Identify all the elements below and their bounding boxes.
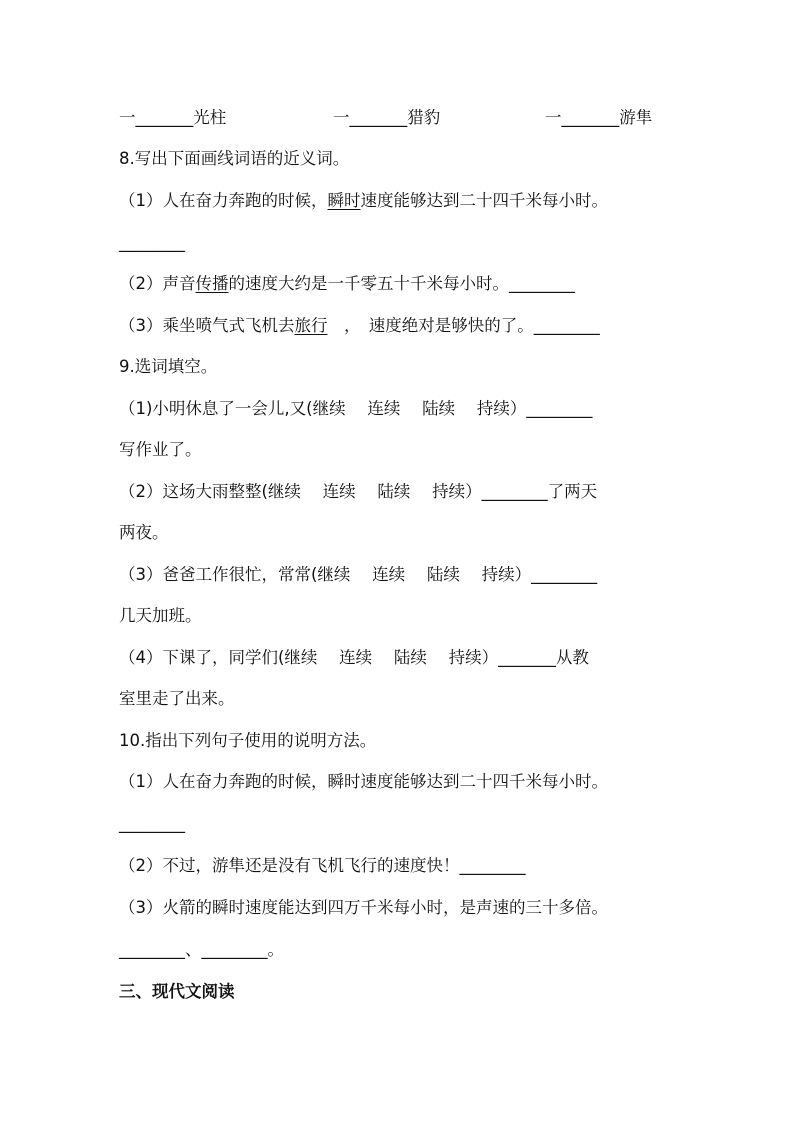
q8-3-post: ， 速度绝对是够快的了。________	[327, 316, 600, 335]
blank-guangzhu: 一_______光柱	[119, 108, 227, 127]
question-9-item-4b: 室里走了出来。	[119, 689, 235, 708]
question-8-item-1	[119, 190, 608, 212]
question-8-title: 8.写出下面画线词语的近义词。	[119, 149, 350, 168]
q8-2-post: 的速度大约是一千零五十千米每小时。________	[228, 274, 575, 293]
question-9-item-4a: （4）下课了，同学们(继续 连续 陆续 持续）_______从教	[119, 648, 589, 667]
q8-1-underlined: 瞬时	[327, 191, 361, 210]
question-10-item-2: （2）不过，游隼还是没有飞机飞行的速度快！________	[119, 856, 526, 875]
question-9-item-2a: （2）这场大雨整整(继续 连续 陆续 持续）________了两天	[119, 482, 598, 501]
q8-2-underlined: 传播	[195, 274, 229, 293]
blank-yousun: 一_______游隼	[545, 108, 653, 127]
question-9-item-1a: （1)小明休息了一会儿,又(继续 连续 陆续 持续）________	[119, 399, 593, 418]
question-10-item-3-blank: ________、________。	[119, 940, 284, 959]
q8-3-underlined: 旅行	[294, 316, 328, 335]
question-10-item-1: （1）人在奋力奔跑的时候，瞬时速度能够达到二十四千米每小时。	[119, 772, 608, 791]
question-10-title: 10.指出下列句子使用的说明方法。	[119, 731, 377, 750]
question-9-item-1b: 写作业了。	[119, 440, 202, 459]
question-10-item-1-blank: ________	[119, 814, 185, 833]
question-9-item-3b: 几天加班。	[119, 606, 202, 625]
q8-2-pre: （2）声音	[119, 274, 196, 293]
question-8-item-2	[119, 273, 575, 295]
question-9-item-2b: 两夜。	[119, 523, 169, 542]
question-10-item-3: （3）火箭的瞬时速度能达到四万千米每小时，是声速的三十多倍。	[119, 898, 608, 917]
question-9-item-3a: （3）爸爸工作很忙，常常(继续 连续 陆续 持续）________	[119, 565, 598, 584]
q8-1-pre: （1）人在奋力奔跑的时候，	[119, 191, 328, 210]
question-9-title: 9.选词填空。	[119, 357, 218, 376]
section-3-heading: 三、现代文阅读	[119, 982, 235, 1001]
question-8-item-1-blank: ________	[119, 233, 185, 252]
q8-3-pre: （3）乘坐喷气式飞机去	[119, 316, 295, 335]
q8-1-post: 速度能够达到二十四千米每小时。	[360, 191, 608, 210]
blank-liebao: 一_______猎豹	[333, 108, 441, 127]
question-8-item-3	[119, 315, 600, 337]
